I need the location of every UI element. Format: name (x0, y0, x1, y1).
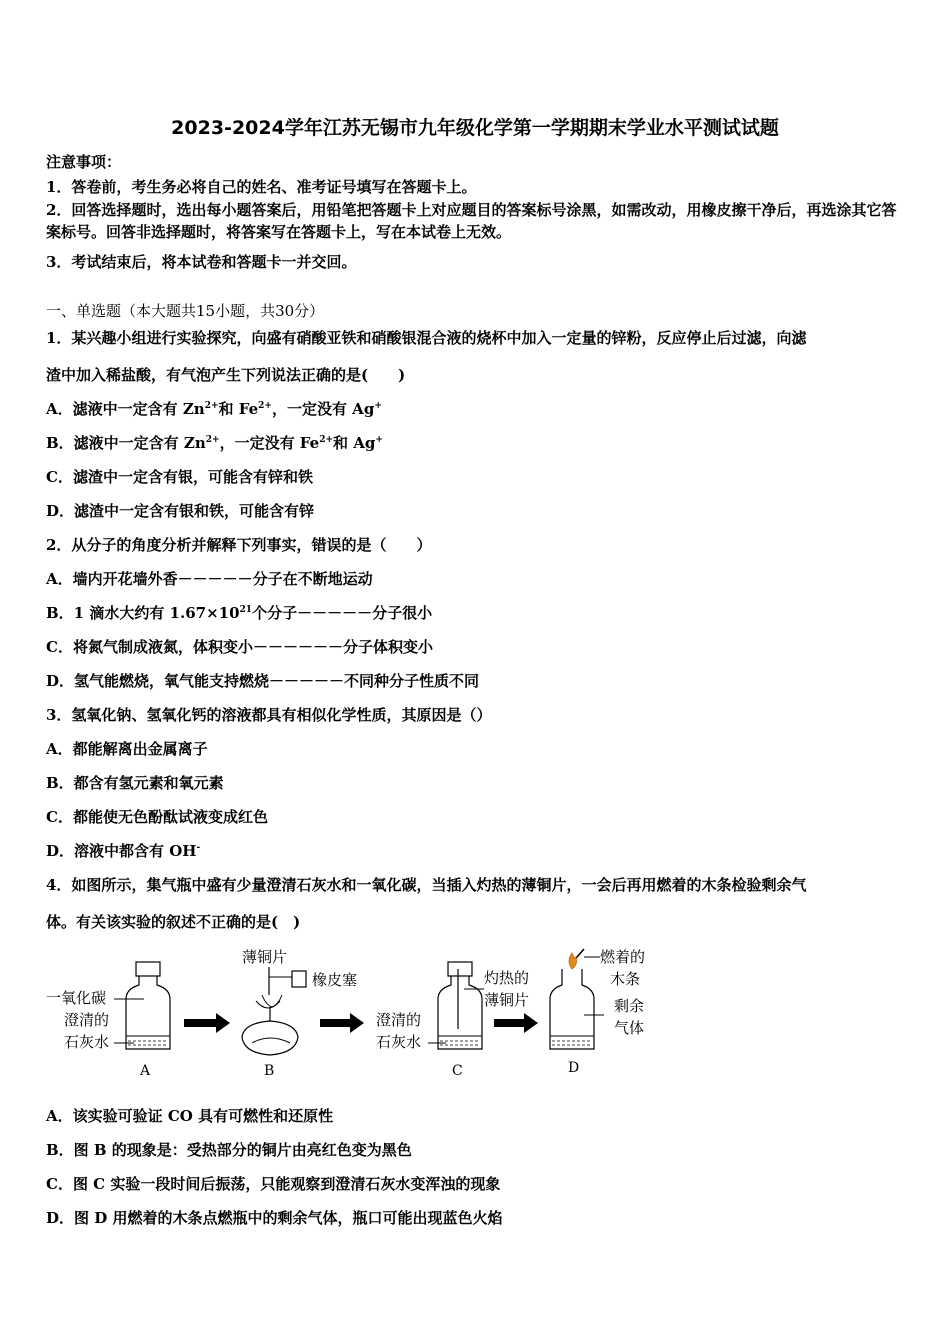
notice-item-3: 3．考试结束后，将本试卷和答题卡一并交回。 (46, 253, 357, 271)
label-c-copper: 薄铜片 (484, 991, 530, 1009)
page-title: 2023-2024学年江苏无锡市九年级化学第一学期期末学业水平测试试题 (171, 117, 779, 139)
q3-stem: 3．氢氧化钠、氢氧化钙的溶液都具有相似化学性质，其原因是（） (46, 706, 492, 724)
q4-option-b: B．图 B 的现象是：受热部分的铜片由亮红色变为黑色 (46, 1141, 412, 1159)
notice-item-1: 1．答卷前，考生务必将自己的姓名、准考证号填写在答题卡上。 (46, 178, 477, 196)
q4-option-a: A．该实验可验证 CO 具有可燃性和还原性 (46, 1107, 334, 1125)
q3-option-d: D．溶液中都含有 OH- (46, 842, 201, 860)
caption-a: A (140, 1063, 151, 1079)
bottle-c (428, 962, 484, 1049)
experiment-figure (44, 945, 664, 1085)
q2-stem: 2．从分子的角度分析并解释下列事实，错误的是（ ） (46, 536, 432, 554)
label-a-limewater: 石灰水 (64, 1033, 110, 1051)
q1-option-d: D．滤渣中一定含有银和铁，可能含有锌 (46, 502, 315, 520)
q3-option-c: C．都能使无色酚酞试液变成红色 (46, 808, 268, 826)
q3-option-b: B．都含有氢元素和氧元素 (46, 774, 224, 792)
q1-option-b: B．滤液中一定含有 $Zn^{2+}$，一定没有 $Fe^{2+}$和 Ag+ (46, 434, 383, 452)
burner-b (242, 967, 306, 1055)
q4-option-d: D．图 D 用燃着的木条点燃瓶中的剩余气体，瓶口可能出现蓝色火焰 (46, 1209, 503, 1227)
label-splint: 木条 (610, 970, 641, 988)
label-carbon-monoxide: 一氧化碳 (46, 989, 107, 1007)
section-heading: 一、单选题（本大题共15小题，共30分） (46, 302, 325, 320)
label-c-limewater: 石灰水 (376, 1033, 422, 1051)
notice-heading: 注意事项： (46, 153, 122, 171)
q1-option-c: C．滤渣中一定含有银，可能含有锌和铁 (46, 468, 313, 486)
caption-b: B (264, 1063, 275, 1079)
q4-stem-line1: 4．如图所示，集气瓶中盛有少量澄清石灰水和一氧化碳，当插入灼热的薄铜片，一会后再用燃着的木条检验剩余气 (46, 876, 807, 894)
label-rubber-stopper: 橡皮塞 (312, 971, 358, 989)
notice-item-2: 2．回答选择题时，选出每小题答案后，用铅笔把答题卡上对应题目的答案标号涂黑，如需改动，用橡皮擦干净后，再选涂其它答案标号。回答非选择题时，将答案写在答题卡上，写在本试卷上无效。 (46, 201, 897, 241)
q2-option-c: C．将氮气制成液氮，体积变小－－－－－－分子体积变小 (46, 638, 433, 656)
label-gas: 气体 (614, 1019, 645, 1037)
q2-option-b: B．1 滴水大约有 $1.67\times 10^{21}$个分子－－－－－分子很小 (46, 604, 433, 622)
arrow-2 (320, 1013, 364, 1033)
label-copper-sheet: 薄铜片 (242, 948, 288, 966)
caption-d: D (568, 1060, 580, 1076)
label-c-clear: 澄清的 (376, 1011, 422, 1029)
q1-stem-line2: 渣中加入稀盐酸，有气泡产生下列说法正确的是( ) (46, 366, 406, 384)
label-remaining: 剩余 (614, 997, 645, 1015)
q1-stem-line1: 1．某兴趣小组进行实验探究，向盛有硝酸亚铁和硝酸银混合液的烧杯中加入一定量的锌粉，反应停止后过滤，向滤 (46, 329, 807, 347)
bottle-d (550, 949, 604, 1049)
label-a-clear: 澄清的 (64, 1011, 110, 1029)
q1-option-a: A．滤液中一定含有 $Zn^{2+}$和 $Fe^{2+}$，一定没有 Ag+ (46, 400, 382, 418)
q2-option-d: D．氢气能燃烧，氧气能支持燃烧－－－－－不同种分子性质不同 (46, 672, 480, 690)
arrow-1 (184, 1013, 230, 1033)
label-burning: 燃着的 (600, 948, 646, 966)
label-hot: 灼热的 (484, 969, 530, 987)
caption-c: C (452, 1063, 463, 1079)
q3-option-a: A．都能解离出金属离子 (46, 740, 208, 758)
arrow-3 (494, 1013, 538, 1033)
bottle-a (114, 962, 170, 1049)
q4-stem-line2: 体。有关该实验的叙述不正确的是( ) (46, 913, 301, 931)
q2-option-a: A．墙内开花墙外香－－－－－分子在不断地运动 (46, 570, 373, 588)
q4-option-c: C．图 C 实验一段时间后振荡，只能观察到澄清石灰水变浑浊的现象 (46, 1175, 501, 1193)
